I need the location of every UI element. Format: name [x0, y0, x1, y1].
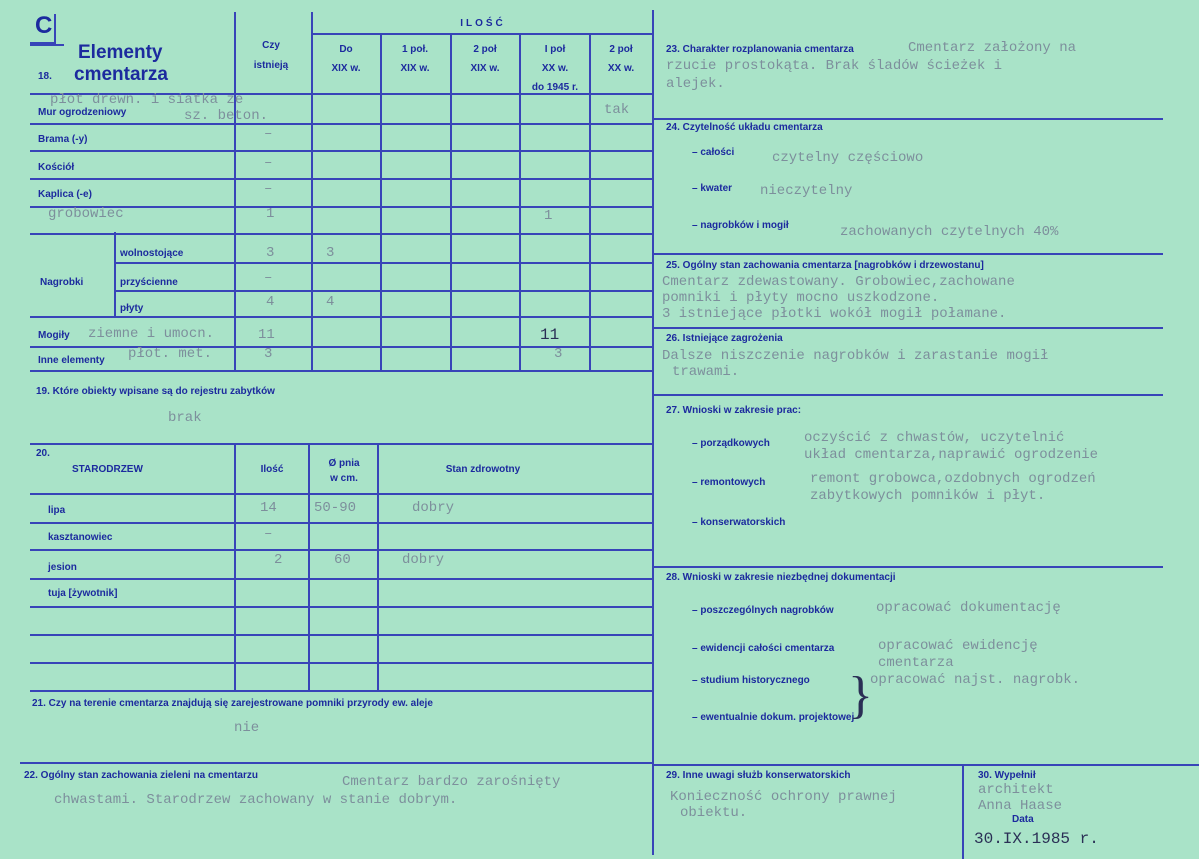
section28-label: 28. Wnioski w zakresie niezbędnej dokumentacji: [666, 572, 896, 583]
grobowiec-czy: 1: [266, 206, 275, 222]
section24-label: 24. Czytelność układu cmentarza: [666, 122, 823, 133]
section22-value-1: Cmentarz bardzo zarośnięty: [342, 774, 561, 790]
section28-poszcz-val: opracować dokumentację: [876, 600, 1061, 616]
section25-value-2: pomniki i płyty mocno uszkodzone.: [662, 290, 940, 306]
section24-calosci-val: czytelny częściowo: [772, 150, 924, 166]
row-nagrobki: Nagrobki: [40, 277, 84, 288]
row-przyscienne: przyścienne: [120, 277, 178, 288]
grobowiec-label: grobowiec: [48, 206, 124, 222]
brace-icon: }: [848, 667, 873, 724]
tree-lipa-stan: dobry: [412, 500, 455, 516]
main-divider: [652, 10, 654, 855]
row-wolnostojace: wolnostojące: [120, 248, 184, 259]
mogily-xx: 11: [540, 326, 560, 344]
mogily-typed: ziemne i umocn.: [88, 326, 215, 342]
col-1pol-xix: 1 poł. XIX w.: [400, 44, 430, 74]
tree-lipa-ilosc: 14: [260, 500, 277, 516]
section20-title: STARODRZEW: [72, 464, 143, 475]
section23-value-2: rzucie prostokąta. Brak śladów ścieżek i: [666, 58, 1003, 74]
row-inne: Inne elementy: [38, 355, 105, 366]
tree-jesion-ilosc: 2: [274, 552, 283, 568]
section19-value: brak: [168, 410, 202, 426]
col-stan: Stan zdrowotny: [445, 464, 521, 475]
section26-label: 26. Istniejące zagrożenia: [666, 333, 783, 344]
tree-lipa: lipa: [48, 505, 66, 516]
section21-value: nie: [234, 720, 260, 736]
section27-kons: – konserwatorskich: [692, 517, 786, 528]
tree-lipa-pnio: 50-90: [314, 500, 357, 516]
corner-letter: C: [35, 12, 53, 39]
section30-label: 30. Wypełnił: [978, 770, 1036, 781]
section30-data-label: Data: [1012, 814, 1034, 825]
section28-ewid: – ewidencji całości cmentarza: [692, 643, 835, 654]
row-kosciol: Kościół: [38, 162, 75, 173]
section27-porz-val-2: układ cmentarza,naprawić ogrodzenie: [804, 447, 1099, 463]
section28-ewid-val-2: cmentarza: [878, 655, 954, 671]
section28-stud-val: opracować najst. nagrobk.: [870, 672, 1081, 688]
col-czy: Czy: [262, 40, 280, 51]
section24-kwater: – kwater: [692, 183, 733, 194]
section26-value-1: Dalsze niszczenie nagrobków i zarastanie mogił: [662, 348, 1049, 364]
col-istnieja: istnieją: [253, 60, 289, 71]
col-ilosc: Ilość: [260, 464, 284, 475]
section28-stud: – studium historycznego: [692, 675, 810, 686]
row-brama: Brama (-y): [38, 134, 88, 145]
section27-label: 27. Wnioski w zakresie prac:: [666, 405, 802, 416]
section26-value-2: trawami.: [672, 364, 740, 380]
section30-date: 30.IX.1985 r.: [974, 830, 1099, 848]
section23-value-3: alejek.: [666, 76, 725, 92]
row-mur: Mur ogrodzeniowy: [38, 107, 127, 118]
grobowiec-xx: 1: [544, 208, 553, 224]
section28-ewent: – ewentualnie dokum. projektowej: [692, 712, 855, 723]
tree-jesion-stan: dobry: [402, 552, 445, 568]
row-plyty: płyty: [120, 303, 144, 314]
section29-label: 29. Inne uwagi służb konserwatorskich: [666, 770, 851, 781]
inne-czy: 3: [264, 346, 273, 362]
section25-value-3: 3 istniejące płotki wokół mogił połamane.: [662, 306, 1007, 322]
ilosc-header: ILOŚĆ: [460, 18, 506, 29]
section30-name-1: architekt: [978, 782, 1054, 798]
plyty-do: 4: [326, 294, 335, 310]
section24-nagrobkow-val: zachowanych czytelnych 40%: [840, 224, 1059, 240]
col-pnio-1: Ø pnia: [328, 458, 360, 469]
section24-nagrobkow: – nagrobków i mogił: [692, 220, 789, 231]
kosciol-val: –: [264, 155, 273, 171]
section28-poszcz: – poszczególnych nagrobków: [692, 605, 834, 616]
section21-label: 21. Czy na terenie cmentarza znajdują się zarejestrowane pomniki przyrody ew. aleje: [32, 698, 433, 709]
row-mogily: Mogiły: [38, 330, 70, 341]
tree-kasztanowiec: kasztanowiec: [48, 532, 113, 543]
col-2pol-xx: 2 poł XX w.: [607, 44, 635, 74]
section27-rem-val-1: remont grobowca,ozdobnych ogrodzeń: [810, 471, 1096, 487]
inne-xx: 3: [554, 346, 563, 362]
tree-kasztanowiec-ilosc: –: [264, 526, 273, 542]
section24-kwater-val: nieczytelny: [760, 183, 853, 199]
wolno-czy: 3: [266, 245, 275, 261]
col-2pol-xix: 2 poł XIX w.: [470, 44, 500, 74]
plyty-czy: 4: [266, 294, 275, 310]
section23-label: 23. Charakter rozplanowania cmentarza: [666, 44, 854, 55]
wolno-do: 3: [326, 245, 335, 261]
section18-title2: cmentarza: [74, 64, 168, 85]
row-kaplica: Kaplica (-e): [38, 189, 92, 200]
section29-value-1: Konieczność ochrony prawnej: [670, 789, 897, 805]
col-1pol-xx: I poł XX w. do 1945 r.: [531, 44, 579, 93]
section19-label: 19. Które obiekty wpisane są do rejestru zabytków: [36, 386, 275, 397]
section25-value-1: Cmentarz zdewastowany. Grobowiec,zachowane: [662, 274, 1015, 290]
przy-val: –: [264, 270, 273, 286]
section27-rem-val-2: zabytkowych pomników i płyt.: [810, 488, 1046, 504]
section18-title1: Elementy: [78, 42, 163, 63]
mur-tak: tak: [604, 102, 630, 118]
mogily-czy: 11: [258, 327, 275, 343]
inne-typed: płot. met.: [128, 346, 213, 362]
mur-typed-1: płot drewn. i siatka ze: [50, 92, 244, 108]
section27-porz: – porządkowych: [692, 438, 770, 449]
section24-calosci: – całości: [692, 147, 735, 158]
tree-tuja: tuja [żywotnik]: [48, 588, 118, 599]
section18-num: 18.: [38, 71, 52, 82]
col-do-xix: Do XIX w.: [331, 44, 361, 74]
section22-value-2: chwastami. Starodrzew zachowany w stanie dobrym.: [54, 792, 458, 808]
section20-num: 20.: [36, 448, 50, 459]
brama-val: –: [264, 126, 273, 142]
mur-typed-2: sz. beton.: [184, 108, 269, 124]
section23-value-1: Cmentarz założony na: [908, 40, 1077, 56]
section29-value-2: obiektu.: [680, 805, 748, 821]
tree-jesion: jesion: [48, 562, 77, 573]
section27-rem: – remontowych: [692, 477, 766, 488]
section25-label: 25. Ogólny stan zachowania cmentarza [nagrobków i drzewostanu]: [666, 260, 984, 271]
kaplica-val: –: [264, 181, 273, 197]
section30-name-2: Anna Haase: [978, 798, 1063, 814]
section27-porz-val-1: oczyścić z chwastów, uczytelnić: [804, 430, 1065, 446]
section22-label: 22. Ogólny stan zachowania zieleni na cmentarzu: [24, 770, 258, 781]
col-pnio-2: w cm.: [330, 473, 358, 484]
tree-jesion-pnio: 60: [334, 552, 351, 568]
section28-ewid-val-1: opracować ewidencję: [878, 638, 1038, 654]
